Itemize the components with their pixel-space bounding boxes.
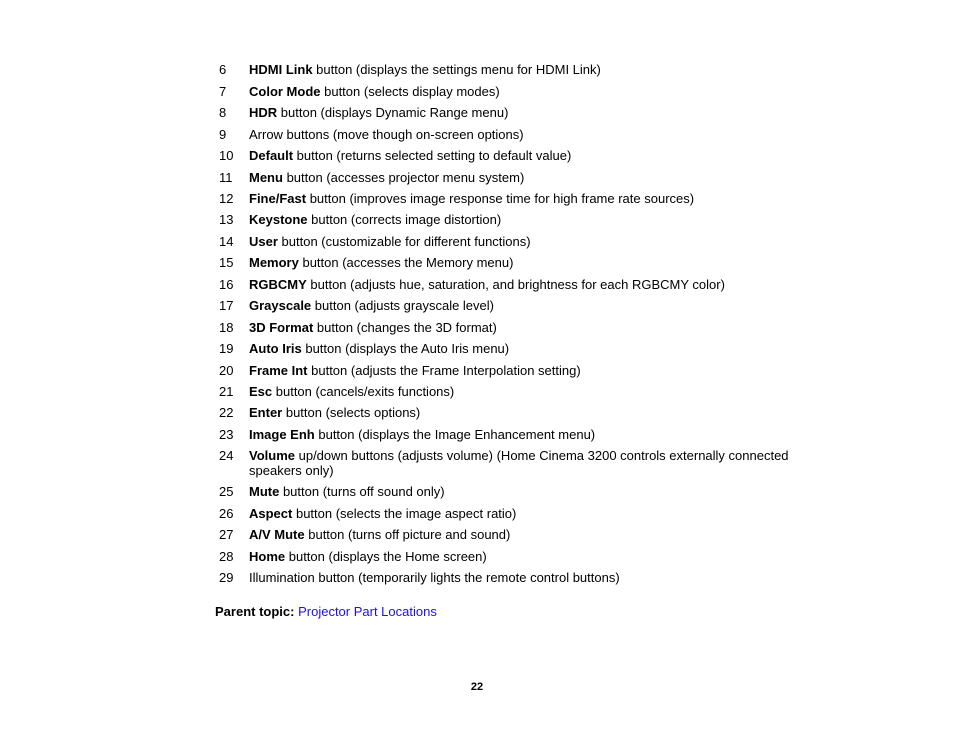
list-item bbox=[219, 527, 819, 542]
item-description bbox=[249, 212, 819, 227]
list-item bbox=[219, 255, 819, 270]
button-description: button (corrects image distortion) bbox=[307, 212, 502, 227]
button-description: button (displays the Auto Iris menu) bbox=[301, 341, 510, 356]
button-name: Image Enh bbox=[249, 427, 315, 442]
button-name: User bbox=[249, 234, 278, 249]
item-description bbox=[249, 363, 819, 378]
button-description: button (selects the image aspect ratio) bbox=[292, 506, 517, 521]
item-number: 24 bbox=[219, 448, 234, 463]
item-description bbox=[249, 148, 819, 163]
item-description bbox=[249, 549, 819, 564]
item-description bbox=[249, 570, 819, 585]
list-item bbox=[219, 448, 819, 478]
item-number: 7 bbox=[219, 84, 227, 99]
item-description bbox=[249, 484, 819, 499]
list-item bbox=[219, 170, 819, 185]
item-description bbox=[249, 277, 819, 292]
item-number: 16 bbox=[219, 277, 234, 292]
item-number: 29 bbox=[219, 570, 234, 585]
button-name: 3D Format bbox=[249, 320, 314, 335]
button-name: HDR bbox=[249, 105, 278, 120]
button-name: Default bbox=[249, 148, 294, 163]
button-description: up/down buttons (adjusts volume) (Home Cinema 3200 controls externally connected speakers only) bbox=[249, 448, 789, 478]
item-description bbox=[249, 62, 819, 77]
button-description: button (accesses projector menu system) bbox=[282, 170, 525, 185]
list-item bbox=[219, 62, 819, 77]
button-description: button (changes the 3D format) bbox=[313, 320, 497, 335]
list-item bbox=[219, 427, 819, 442]
item-number: 27 bbox=[219, 527, 234, 542]
list-item bbox=[219, 570, 819, 585]
item-number: 25 bbox=[219, 484, 234, 499]
item-number: 15 bbox=[219, 255, 234, 270]
item-number: 26 bbox=[219, 506, 234, 521]
button-description: button (displays the Image Enhancement menu) bbox=[314, 427, 596, 442]
item-number: 8 bbox=[219, 105, 227, 120]
button-description: button (selects display modes) bbox=[320, 84, 500, 99]
item-description bbox=[249, 255, 819, 270]
item-description bbox=[249, 448, 819, 478]
button-description: button (adjusts the Frame Interpolation setting) bbox=[307, 363, 581, 378]
list-item bbox=[219, 320, 819, 335]
list-item bbox=[219, 84, 819, 99]
list-item bbox=[219, 506, 819, 521]
button-name: HDMI Link bbox=[249, 62, 313, 77]
item-number: 11 bbox=[219, 170, 233, 185]
item-number: 6 bbox=[219, 62, 227, 77]
list-item bbox=[219, 277, 819, 292]
list-item bbox=[219, 405, 819, 420]
button-name: Color Mode bbox=[249, 84, 321, 99]
button-name: Keystone bbox=[249, 212, 308, 227]
button-name: Menu bbox=[249, 170, 283, 185]
item-description bbox=[249, 506, 819, 521]
button-name: Auto Iris bbox=[249, 341, 302, 356]
button-name: Grayscale bbox=[249, 298, 312, 313]
parent-topic-label: Parent topic: bbox=[215, 604, 295, 619]
item-description bbox=[249, 105, 819, 120]
item-number: 10 bbox=[219, 148, 234, 163]
list-item bbox=[219, 105, 819, 120]
item-number: 13 bbox=[219, 212, 234, 227]
button-description: button (displays Dynamic Range menu) bbox=[277, 105, 509, 120]
button-description: button (accesses the Memory menu) bbox=[298, 255, 514, 270]
list-item bbox=[219, 549, 819, 564]
button-name: Volume bbox=[249, 448, 295, 463]
button-description: button (adjusts hue, saturation, and brightness for each RGBCMY color) bbox=[306, 277, 725, 292]
button-name: Mute bbox=[249, 484, 280, 499]
item-number: 28 bbox=[219, 549, 234, 564]
item-description bbox=[249, 384, 819, 399]
list-item bbox=[219, 148, 819, 163]
button-description: button (cancels/exits functions) bbox=[272, 384, 455, 399]
button-description: Arrow buttons (move though on-screen options) bbox=[249, 127, 524, 142]
button-description: button (turns off sound only) bbox=[279, 484, 445, 499]
button-name: Enter bbox=[249, 405, 283, 420]
item-description bbox=[249, 127, 819, 142]
button-description: Illumination button (temporarily lights the remote control buttons) bbox=[249, 570, 620, 585]
button-name: Memory bbox=[249, 255, 299, 270]
item-description bbox=[249, 170, 819, 185]
item-number: 19 bbox=[219, 341, 234, 356]
parent-topic-link[interactable]: Projector Part Locations bbox=[298, 604, 437, 619]
item-description bbox=[249, 191, 819, 206]
item-description bbox=[249, 84, 819, 99]
button-description: button (turns off picture and sound) bbox=[304, 527, 511, 542]
button-description: button (displays the Home screen) bbox=[285, 549, 487, 564]
item-number: 23 bbox=[219, 427, 234, 442]
list-item bbox=[219, 127, 819, 142]
list-item bbox=[219, 234, 819, 249]
list-item bbox=[219, 191, 819, 206]
list-item bbox=[219, 484, 819, 499]
item-number: 9 bbox=[219, 127, 227, 142]
item-number: 12 bbox=[219, 191, 234, 206]
button-description: button (selects options) bbox=[282, 405, 421, 420]
item-description bbox=[249, 298, 819, 313]
list-item bbox=[219, 298, 819, 313]
button-description: button (customizable for different functions) bbox=[277, 234, 531, 249]
item-description bbox=[249, 234, 819, 249]
item-number: 20 bbox=[219, 363, 234, 378]
list-item bbox=[219, 384, 819, 399]
item-number: 21 bbox=[219, 384, 234, 399]
page-number: 22 bbox=[470, 681, 484, 693]
item-number: 22 bbox=[219, 405, 234, 420]
button-name: A/V Mute bbox=[249, 527, 305, 542]
item-number: 17 bbox=[219, 298, 234, 313]
parent-topic bbox=[215, 604, 437, 619]
button-description: button (returns selected setting to default value) bbox=[293, 148, 572, 163]
item-description bbox=[249, 405, 819, 420]
button-name: Fine/Fast bbox=[249, 191, 307, 206]
button-name: Aspect bbox=[249, 506, 293, 521]
item-description bbox=[249, 527, 819, 542]
item-number: 14 bbox=[219, 234, 234, 249]
button-description: button (displays the settings menu for HDMI Link) bbox=[312, 62, 601, 77]
list-item bbox=[219, 363, 819, 378]
item-number: 18 bbox=[219, 320, 234, 335]
item-description bbox=[249, 320, 819, 335]
button-description: button (adjusts grayscale level) bbox=[311, 298, 494, 313]
button-name: RGBCMY bbox=[249, 277, 307, 292]
button-name: Home bbox=[249, 549, 286, 564]
button-description: button (improves image response time for high frame rate sources) bbox=[306, 191, 695, 206]
list-item bbox=[219, 212, 819, 227]
list-item bbox=[219, 341, 819, 356]
item-description bbox=[249, 341, 819, 356]
button-name: Esc bbox=[249, 384, 273, 399]
item-description bbox=[249, 427, 819, 442]
button-name: Frame Int bbox=[249, 363, 308, 378]
